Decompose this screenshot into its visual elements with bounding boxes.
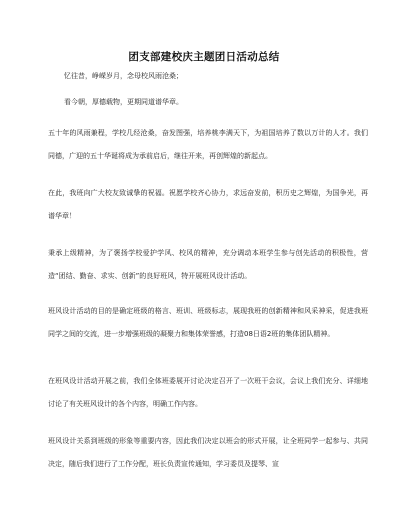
body-paragraph: 在班风设计活动开展之前，我们全体班委展开讨论决定召开了一次班干会议，会议上我们充分、详细地讨论了有关班风设计的各个内容，明确工作内容。 (48, 377, 368, 408)
intro-line: 看今朝，厚德载物，更期同道谱华章。 (64, 98, 183, 106)
body-paragraph: 秉承上级精神，为了褒扬学校爱护学风、校风的精神，充分调动本班学生参与创先活动的积极性，营造“团结、勤奋、求实、创新”的良好班风，特开展班风设计活动。 (48, 249, 368, 280)
body-paragraph: 五十年的风雨兼程，学校几经沧桑，奋发图强，培养桃李满天下，为祖国培养了数以万计的人才。我们同德，广迎的五十华诞将成为承前启后，继往开来，再创辉煌的新起点。 (48, 129, 368, 160)
body-paragraph: 班风设计关系到班级的形象等重要内容，因此我们决定以班会的形式开展，让全班同学一起参与、共同决定，随后我们进行了工作分配，班长负责宣传通知，学习委员及提琴、宣 (48, 437, 368, 468)
document-title: 团支部建校庆主题团日活动总结 (128, 51, 280, 63)
body-paragraph: 班风设计活动的目的是确定班级的格言、班训、班级标志，展现我班的创新精神和风采神采，促进我班同学之间的交流，进一步增强班级的凝聚力和集体荣誉感，打造08日语2班的集体团队精神。 (48, 307, 368, 338)
intro-line: 忆往昔，峥嵘岁月，念母校风雨沧桑； (64, 72, 183, 80)
body-paragraph: 在此，我班向广大校友致诚挚的祝福。祝愿学校齐心协力，求远奋发前，积历史之辉煌，为国争光，再谱华章！ (48, 189, 368, 220)
